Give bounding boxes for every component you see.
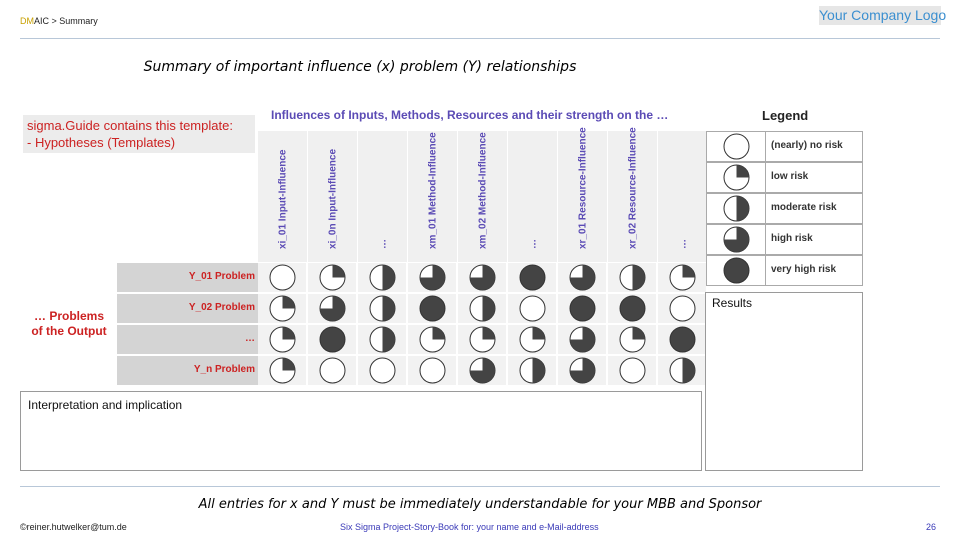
column-header-label: xi_01 Input-Influence [277,149,288,249]
legend-icon-cell [707,225,766,254]
harvey-ball-icon [569,326,596,353]
harvey-ball-icon [469,295,496,322]
column-header-label: … [677,239,688,249]
harvey-ball-icon [723,133,750,160]
matrix-title: Influences of Inputs, Methods, Resources and their strength on the … [271,108,669,122]
column-header [658,131,708,262]
harvey-ball-icon [469,357,496,384]
harvey-ball-icon [269,357,296,384]
harvey-ball-icon [723,257,750,284]
legend-label: high risk [771,233,813,244]
legend-label: very high risk [771,264,837,275]
harvey-ball-icon [419,326,446,353]
template-note-line1: sigma.Guide contains this template: [27,118,233,133]
matrix-cell[interactable] [408,356,458,387]
legend-icon-cell [707,194,766,223]
matrix-cell[interactable] [258,356,308,387]
harvey-ball-icon [419,357,446,384]
harvey-ball-icon [369,295,396,322]
matrix-cell[interactable] [508,356,558,387]
matrix-cell[interactable] [558,294,608,325]
matrix-cell[interactable] [258,325,308,356]
matrix-cell[interactable] [508,294,558,325]
column-header [408,131,458,262]
legend-title: Legend [762,108,809,123]
template-note [23,115,255,153]
footer-author: ©reiner.hutwelker@tum.de [20,522,127,532]
row-group-label-line1: … Problems [33,309,105,323]
matrix-cell[interactable] [558,263,608,294]
harvey-ball-icon [469,326,496,353]
matrix-cell[interactable] [508,263,558,294]
breadcrumb-current: AIC > Summary [34,16,98,26]
template-note-line2: - Hypotheses (Templates) [27,135,176,150]
harvey-ball-icon [519,295,546,322]
breadcrumb-dm: DM [20,16,34,26]
row-header: … [117,325,258,356]
matrix-cell[interactable] [308,325,358,356]
harvey-ball-icon [319,357,346,384]
matrix-cell[interactable] [658,294,708,325]
harvey-ball-icon [269,326,296,353]
column-header [458,131,508,262]
footer-divider [20,486,940,487]
matrix-cell[interactable] [258,263,308,294]
column-header-label: xi_0n Input-Influence [327,148,338,249]
column-header-label: xm_02 Method-Influence [477,132,488,249]
matrix-cell[interactable] [458,263,508,294]
harvey-ball-icon [569,357,596,384]
matrix-cell[interactable] [658,263,708,294]
legend-label: low risk [771,171,809,182]
harvey-ball-icon [319,326,346,353]
legend-label: (nearly) no risk [771,140,843,151]
row-header: Y_01 Problem [117,263,258,294]
harvey-ball-icon [669,295,696,322]
column-header-label: … [377,239,388,249]
harvey-ball-icon [723,164,750,191]
matrix-cell[interactable] [608,325,658,356]
legend-item [706,193,863,224]
column-header [508,131,558,262]
matrix-cell[interactable] [358,325,408,356]
harvey-ball-icon [669,264,696,291]
column-header [308,131,358,262]
row-group-label [26,309,112,339]
matrix-cell[interactable] [358,263,408,294]
legend-icon-cell [707,163,766,192]
matrix-cell[interactable] [608,294,658,325]
harvey-ball-icon [319,264,346,291]
column-header [558,127,608,262]
harvey-ball-icon [269,295,296,322]
interpretation-label: Interpretation and implication [28,398,183,412]
matrix-cell[interactable] [608,356,658,387]
column-header [258,131,308,262]
matrix-cell[interactable] [408,263,458,294]
legend-icon-cell [707,256,766,285]
legend-item [706,162,863,193]
harvey-ball-icon [269,264,296,291]
legend-item [706,224,863,255]
matrix-cell[interactable] [358,294,408,325]
column-header [358,131,408,262]
header-divider [20,38,940,39]
interpretation-box[interactable] [20,391,702,471]
matrix-cell[interactable] [458,356,508,387]
harvey-ball-icon [419,264,446,291]
matrix-cell[interactable] [458,294,508,325]
column-header-label: xr_02 Resource-Influence [627,127,638,249]
harvey-ball-icon [519,264,546,291]
column-header-label: xr_01 Resource-Influence [577,127,588,249]
harvey-ball-icon [669,357,696,384]
harvey-ball-icon [519,357,546,384]
harvey-ball-icon [369,357,396,384]
legend-item [706,255,863,286]
harvey-ball-icon [619,295,646,322]
harvey-ball-icon [569,295,596,322]
harvey-ball-icon [319,295,346,322]
matrix-cell[interactable] [658,356,708,387]
matrix-cell[interactable] [558,356,608,387]
column-header-label: … [527,239,538,249]
matrix-cell[interactable] [558,325,608,356]
harvey-ball-icon [619,326,646,353]
matrix-cell[interactable] [308,263,358,294]
matrix-cell[interactable] [408,325,458,356]
row-header: Y_n Problem [117,356,258,387]
harvey-ball-icon [569,264,596,291]
harvey-ball-icon [619,357,646,384]
results-label: Results [712,296,753,310]
results-box[interactable] [705,292,863,471]
company-logo-placeholder: Your Company Logo [819,7,947,23]
column-header-label: xm_01 Method-Influence [427,132,438,249]
harvey-ball-icon [469,264,496,291]
row-group-label-line2: of the Output [31,324,107,338]
harvey-ball-icon [369,326,396,353]
harvey-ball-icon [723,195,750,222]
legend-icon-cell [707,132,766,161]
breadcrumb [20,16,98,26]
harvey-ball-icon [419,295,446,322]
legend-label: moderate risk [771,202,837,213]
matrix-cell[interactable] [308,294,358,325]
harvey-ball-icon [723,226,750,253]
footer-project: Six Sigma Project-Story-Book for: your name and e-Mail-address [340,522,599,532]
footer-message: All entries for x and Y must be immediately understandable for your MBB and Sponsor [198,497,762,512]
harvey-ball-icon [369,264,396,291]
column-header [608,127,658,262]
matrix-cell[interactable] [508,325,558,356]
row-header: Y_02 Problem [117,294,258,325]
matrix-cell[interactable] [258,294,308,325]
harvey-ball-icon [669,326,696,353]
matrix-cell[interactable] [458,325,508,356]
page-number: 26 [926,522,937,532]
matrix-cell[interactable] [308,356,358,387]
matrix-cell[interactable] [658,325,708,356]
page-title: Summary of important influence (x) problem (Y) relationships [143,59,577,75]
matrix-cell[interactable] [408,294,458,325]
matrix-cell[interactable] [608,263,658,294]
legend-item [706,131,863,162]
harvey-ball-icon [519,326,546,353]
harvey-ball-icon [619,264,646,291]
matrix-cell[interactable] [358,356,408,387]
